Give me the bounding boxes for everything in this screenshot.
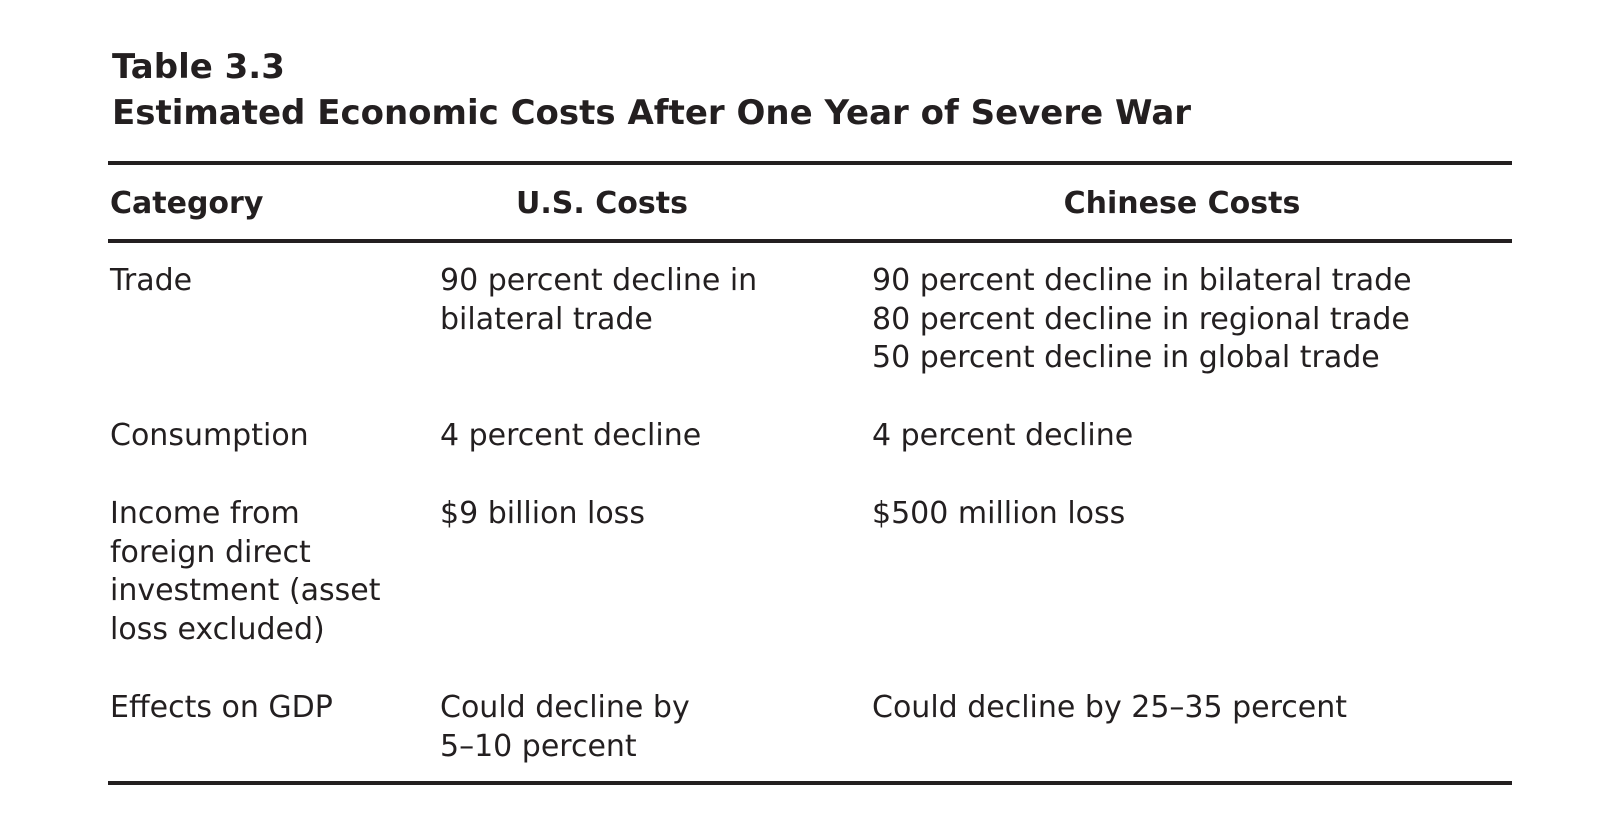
cell-us-costs [440,689,840,766]
cell-line: $500 million loss [872,496,1126,531]
table-row [0,417,1616,495]
cell-us-costs [440,262,840,339]
bottom-rule [108,781,1512,785]
header-category: Category [110,186,264,221]
cell-line: Could decline by 25–35 percent [872,690,1348,725]
cell-chinese-costs [872,417,1512,456]
cell-chinese-costs [872,495,1512,534]
cell-us-costs [440,495,840,534]
cell-us-costs [440,417,840,456]
cell-line: loss excluded) [110,611,325,647]
cell-line: 4 percent decline [440,418,702,453]
cell-category [110,417,420,456]
table-title: Estimated Economic Costs After One Year of Severe War [112,93,1192,133]
header-chinese-costs: Chinese Costs [1063,186,1301,221]
table-row [0,262,1616,417]
cell-category [110,262,420,301]
cell-line: 4 percent decline [872,418,1134,453]
table-label: Table 3.3 [112,47,285,87]
cell-line: 5–10 percent [440,728,637,764]
header-rule [108,239,1512,243]
cell-line: Effects on GDP [110,690,333,725]
cell-line: Could decline by [440,690,690,725]
table-row [0,495,1616,689]
cell-line: 90 percent decline in bilateral trade [872,263,1412,298]
table-caption [112,44,1512,136]
header-us-costs: U.S. Costs [516,186,688,221]
top-rule [108,161,1512,165]
cell-line: Trade [110,263,193,298]
cell-line: investment (asset [110,573,381,608]
cell-category [110,495,420,649]
cell-line: 80 percent decline in regional trade [872,301,1410,337]
cell-category [110,689,420,728]
cell-line: Income from [110,496,300,531]
cell-line: bilateral trade [440,301,653,337]
table-body [0,262,1616,769]
cell-line: 50 percent decline in global trade [872,340,1380,375]
cell-line: $9 billion loss [440,496,645,531]
cell-chinese-costs [872,262,1512,378]
table-header-row [0,184,1616,228]
cell-line: foreign direct [110,534,311,570]
cell-chinese-costs [872,689,1512,728]
cell-line: Consumption [110,418,309,453]
table-row [0,689,1616,769]
cell-line: 90 percent decline in [440,263,758,298]
